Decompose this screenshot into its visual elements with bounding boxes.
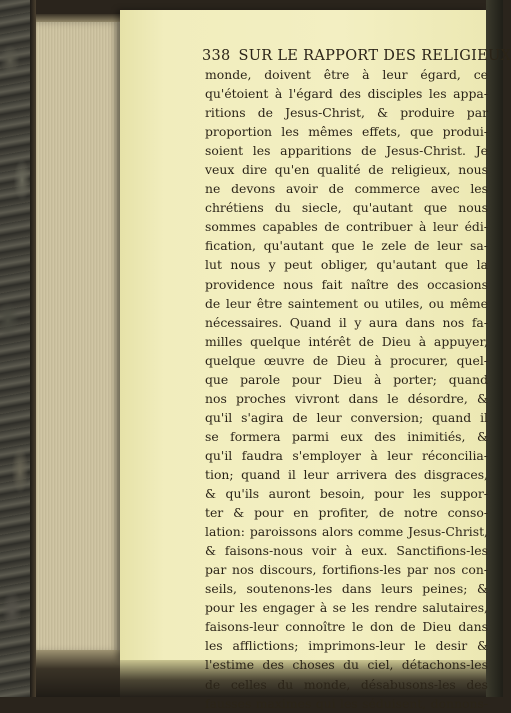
text-line: nos proches vivront dans le désordre, & bbox=[205, 389, 488, 408]
marbled-cover bbox=[0, 0, 34, 697]
text-line: sommes capables de contribuer à leur édi- bbox=[205, 217, 488, 236]
text-line: & qu'ils auront besoin, pour les suppor- bbox=[205, 484, 488, 503]
page-edges bbox=[36, 22, 122, 652]
text-line: fication, qu'autant que le zele de leur sa- bbox=[205, 236, 488, 255]
text-line: quelque œuvre de Dieu à procurer, quel- bbox=[205, 351, 488, 370]
text-line: qu'étoient à l'égard des disciples les appa- bbox=[205, 84, 488, 103]
body-text bbox=[205, 65, 488, 713]
facing-edge bbox=[486, 0, 503, 697]
text-line: l'estime des choses du ciel, détachons-les bbox=[205, 655, 488, 674]
running-title: SUR LE RAPPORT DES RELIGIEUX bbox=[239, 48, 511, 64]
text-line: lut nous y peut obliger, qu'autant que la bbox=[205, 255, 488, 274]
text-line: proportion les mêmes effets, que produi- bbox=[205, 122, 488, 141]
text-line: chrétiens du siecle, qu'autant que nous bbox=[205, 198, 488, 217]
text-line: les afflictions; imprimons-leur le desir & bbox=[205, 636, 488, 655]
text-line: ter & pour en profiter, de notre conso- bbox=[205, 503, 488, 522]
text-line: faisons-leur connoître le don de Dieu dans bbox=[205, 617, 488, 636]
text-line: monde, doivent être à leur égard, ce bbox=[205, 65, 488, 84]
text-line: qu'il s'agira de leur conversion; quand il bbox=[205, 408, 488, 427]
text-line: & faisons-nous voir à eux. Sanctifions-les bbox=[205, 541, 488, 560]
text-line: se formera parmi eux des inimitiés, & bbox=[205, 427, 488, 446]
text-line: ritions de Jesus-Christ, & produire par bbox=[205, 103, 488, 122]
running-header bbox=[202, 48, 488, 64]
text-line: ne devons avoir de commerce avec les bbox=[205, 179, 488, 198]
text-line: qu'il faudra s'employer à leur réconcilia- bbox=[205, 446, 488, 465]
text-line: de leur être saintement ou utiles, ou même bbox=[205, 294, 488, 313]
text-line: fausses maximes qui les séduisent, donnons- bbox=[205, 694, 488, 713]
text-line: providence nous fait naître des occasions bbox=[205, 275, 488, 294]
text-line: milles quelque intérêt de Dieu à appuyer, bbox=[205, 332, 488, 351]
page-number: 338 bbox=[202, 48, 231, 64]
text-line: lation: paroissons alors comme Jesus-Christ, bbox=[205, 522, 488, 541]
text-line: que parole pour Dieu à porter; quand bbox=[205, 370, 488, 389]
text-line: pour les engager à se les rendre salutaires, bbox=[205, 598, 488, 617]
text-line: nécessaires. Quand il y aura dans nos fa- bbox=[205, 313, 488, 332]
text-line: de celles du monde, désabusons-les des bbox=[205, 675, 488, 694]
text-line: par nos discours, fortifions-les par nos con- bbox=[205, 560, 488, 579]
text-line: seils, soutenons-les dans leurs peines; & bbox=[205, 579, 488, 598]
text-line: soient les apparitions de Jesus-Christ. Je bbox=[205, 141, 488, 160]
page-edges-bottom bbox=[36, 650, 122, 697]
text-line: tion; quand il leur arrivera des disgraces, bbox=[205, 465, 488, 484]
text-line: veux dire qu'en qualité de religieux, nous bbox=[205, 160, 488, 179]
